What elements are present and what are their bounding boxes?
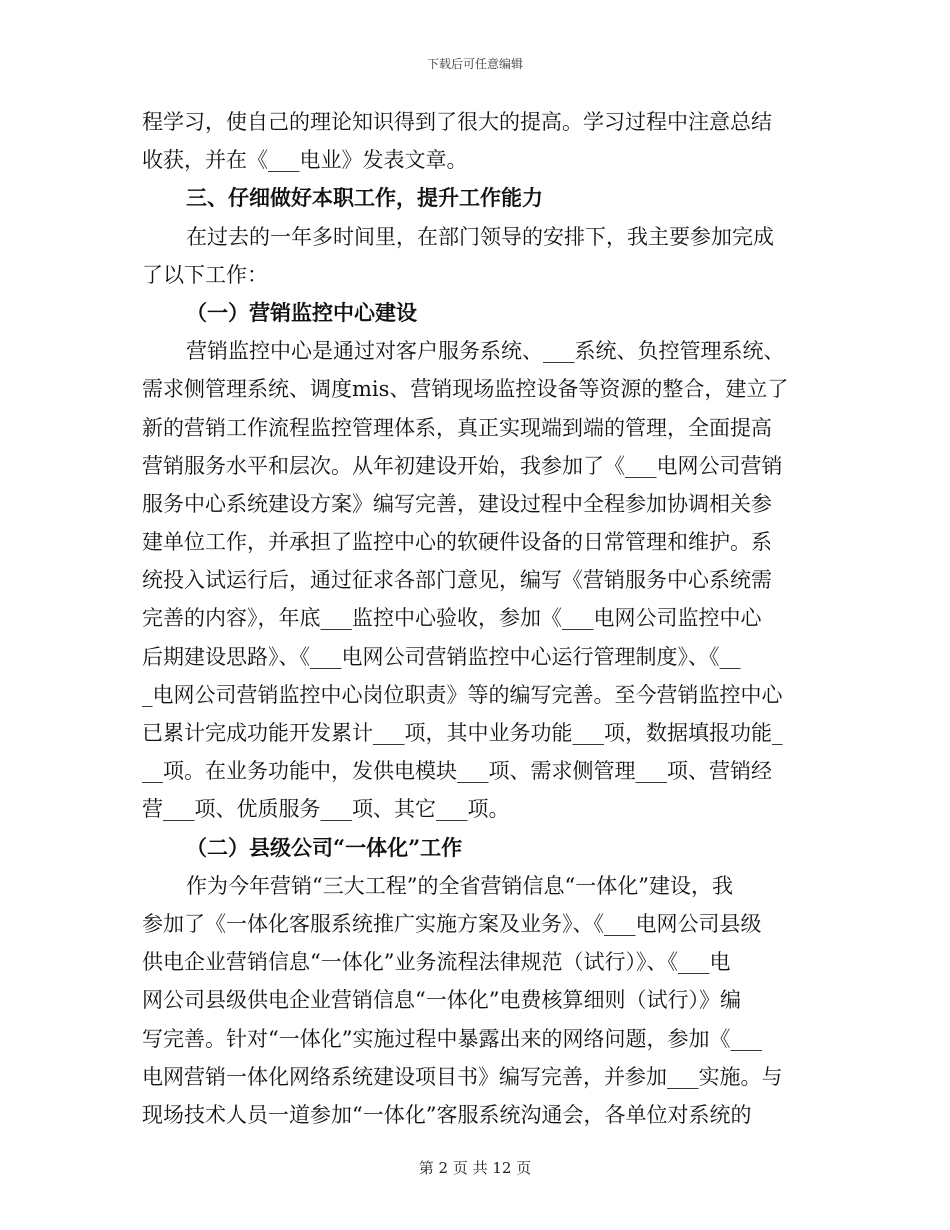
body-line: 了以下工作： [142, 262, 268, 287]
paragraph-first-line: 在过去的一年多时间里，在部门领导的安排下，我主要参加完成 [186, 224, 774, 249]
body-line: 营___项、优质服务___项、其它___项。 [142, 797, 510, 822]
body-line: 程学习，使自己的理论知识得到了很大的提高。学习过程中注意总结 [142, 110, 772, 134]
body-line: 后期建设思路》、《___电网公司营销监控中心运行管理制度》、《__ [142, 644, 741, 669]
body-line: 现场技术人员一道参加“一体化”客服系统沟通会，各单位对系统的 [142, 1102, 752, 1127]
section-heading: 三、仔细做好本职工作，提升工作能力 [186, 185, 543, 211]
body-line: 建单位工作，并承担了监控中心的软硬件设备的日常管理和维护。系 [142, 530, 772, 555]
body-line: 写完善。针对“一体化”实施过程中暴露出来的网络问题，参加《___ [142, 1026, 762, 1051]
body-line: 已累计完成功能开发累计___项，其中业务功能___项，数据填报功能_ [142, 721, 783, 745]
body-line: 网公司县级供电企业营销信息“一体化”电费核算细则（试行）》编 [142, 988, 741, 1013]
body-line: 完善的内容》，年底___监控中心验收，参加《___电网公司监控中心 [142, 606, 762, 631]
body-line: 供电企业营销信息“一体化”业务流程法律规范（试行）》、《___电 [142, 950, 731, 975]
paragraph-first-line: 营销监控中心是通过对客户服务系统、___系统、负控管理系统、 [186, 339, 785, 364]
body-line: 统投入试运行后，通过征求各部门意见，编写《营销服务中心系统需 [142, 568, 772, 593]
document-body [142, 103, 806, 1134]
body-line: __项。在业务功能中，发供电模块___项、需求侧管理___项、营销经 [142, 759, 772, 784]
body-line: 营销服务水平和层次。从年初建设开始，我参加了《___电网公司营销 [142, 453, 783, 478]
body-line: 需求侧管理系统、调度mis、营销现场监控设备等资源的整合，建立了 [142, 377, 789, 402]
body-line: 服务中心系统建设方案》编写完善，建设过程中全程参加协调相关参 [142, 491, 772, 516]
body-line: 收获，并在《___电业》发表文章。 [142, 148, 468, 173]
body-line: 新的营销工作流程监控管理体系，真正实现端到端的管理，全面提高 [142, 415, 772, 440]
page-header: 下载后可任意编辑 [426, 57, 523, 71]
subsection-heading: （一）营销监控中心建设 [186, 299, 417, 325]
body-line: 电网营销一体化网络系统建设项目书》编写完善，并参加___实施。与 [142, 1064, 783, 1089]
body-line: 参加了《一体化客服系统推广实施方案及业务》、《___电网公司县级 [142, 911, 762, 936]
page-number-footer: 第 2 页 共 12 页 [418, 1159, 532, 1177]
paragraph-first-line: 作为今年营销“三大工程”的全省营销信息“一体化”建设，我 [186, 873, 733, 898]
subsection-heading: （二）县级公司“一体化”工作 [186, 834, 463, 860]
body-line: _电网公司营销监控中心岗位职责》等的编写完善。至今营销监控中心 [142, 682, 783, 707]
